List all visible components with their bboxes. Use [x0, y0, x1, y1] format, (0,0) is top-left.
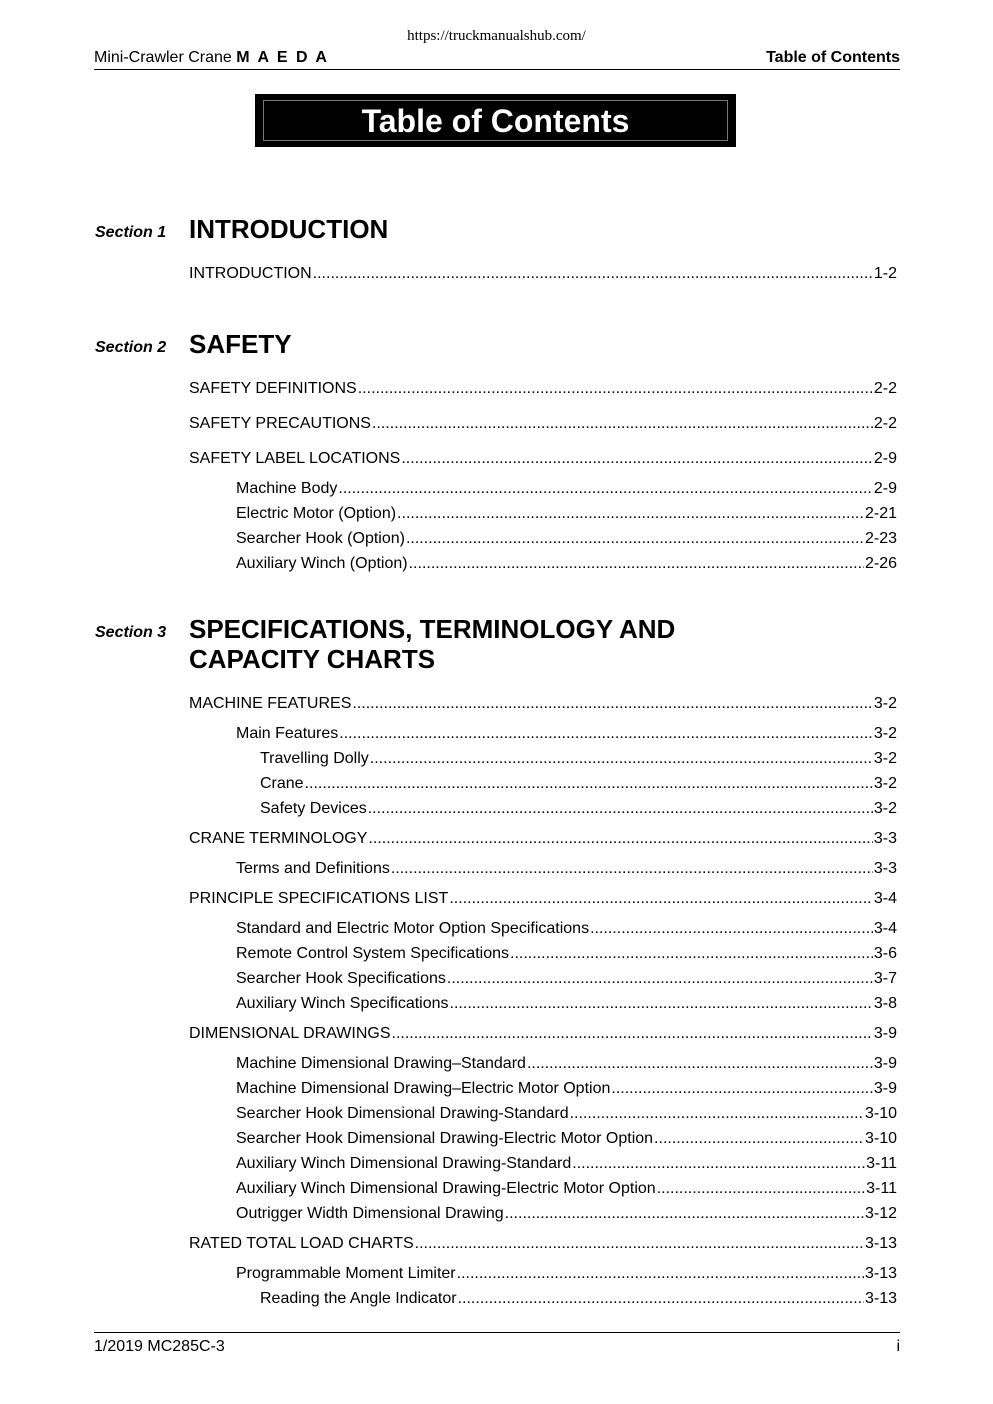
toc-entry-text: CRANE TERMINOLOGY: [189, 830, 368, 847]
toc-leader-dots: [654, 1129, 864, 1149]
toc-entry-text: Standard and Electric Motor Option Specifications: [236, 920, 590, 937]
page-title-box: [255, 94, 736, 147]
toc-entry-crane-terminology[interactable]: [189, 829, 897, 849]
toc-entry-crane[interactable]: [260, 774, 897, 794]
toc-leader-dots: [370, 749, 873, 769]
header-brand: M A E D A: [236, 49, 329, 66]
toc-entry-text: Crane: [260, 775, 304, 792]
toc-leader-dots: [570, 1104, 864, 1124]
toc-leader-dots: [406, 529, 864, 549]
toc-entry-dimensional-drawings[interactable]: [189, 1024, 897, 1044]
header-product: Mini-Crawler Crane: [94, 49, 232, 66]
toc-entry-text: Remote Control System Specifications: [236, 945, 509, 962]
toc-entry-text: DIMENSIONAL DRAWINGS: [189, 1025, 391, 1042]
toc-entry-page: 3-2: [873, 750, 897, 767]
toc-entry-travelling-dolly[interactable]: [260, 749, 897, 769]
toc-entry-page: 3-10: [864, 1105, 897, 1122]
toc-entry-main-features[interactable]: [236, 724, 897, 744]
toc-entry-searcher-hook-drawing-standard[interactable]: [236, 1104, 897, 1124]
toc-entry-page: 3-9: [873, 1080, 897, 1097]
header-section-name: Table of Contents: [766, 49, 900, 66]
toc-entry-standard-electric-motor-specifications[interactable]: [236, 919, 897, 939]
toc-leader-dots: [352, 694, 872, 714]
toc-entry-machine-drawing-standard[interactable]: [236, 1054, 897, 1074]
toc-entry-page: 3-7: [873, 970, 897, 987]
toc-leader-dots: [527, 1054, 873, 1074]
toc-entry-page: 3-13: [864, 1235, 897, 1252]
toc-entry-text: Terms and Definitions: [236, 860, 390, 877]
toc-entry-page: 2-2: [873, 380, 897, 397]
toc-entry-safety-precautions[interactable]: [189, 414, 897, 434]
toc-entry-text: SAFETY DEFINITIONS: [189, 380, 357, 397]
page-title: Table of Contents: [263, 100, 728, 141]
toc-entry-electric-motor-option[interactable]: [236, 504, 897, 524]
toc-entry-safety-devices[interactable]: [260, 799, 897, 819]
toc-entry-text: Searcher Hook (Option): [236, 530, 405, 547]
toc-entry-page: 2-9: [873, 450, 897, 467]
toc-entry-page: 3-2: [873, 775, 897, 792]
toc-entry-text: Auxiliary Winch Dimensional Drawing-Standard: [236, 1155, 572, 1172]
toc-entry-terms-and-definitions[interactable]: [236, 859, 897, 879]
toc-entry-machine-body[interactable]: [236, 479, 897, 499]
toc-entry-text: Safety Devices: [260, 800, 367, 817]
toc-entry-page: 3-13: [864, 1290, 897, 1307]
toc-entry-outrigger-width-drawing[interactable]: [236, 1204, 897, 1224]
toc-leader-dots: [397, 504, 864, 524]
toc-entry-safety-label-locations[interactable]: [189, 449, 897, 469]
toc-entry-text: INTRODUCTION: [189, 265, 312, 282]
toc-leader-dots: [338, 479, 872, 499]
toc-entry-introduction[interactable]: [189, 264, 897, 284]
toc-entry-page: 2-2: [873, 415, 897, 432]
toc-leader-dots: [358, 379, 873, 399]
toc-entry-principle-specifications-list[interactable]: [189, 889, 897, 909]
footer-doc-id: 1/2019 MC285C-3: [94, 1338, 225, 1355]
section-2-title: SAFETY: [189, 329, 292, 359]
toc-entry-page: 3-3: [873, 860, 897, 877]
toc-leader-dots: [305, 774, 873, 794]
toc-entry-page: 3-2: [873, 725, 897, 742]
toc-entry-text: Machine Dimensional Drawing–Standard: [236, 1055, 526, 1072]
toc-entry-text: Searcher Hook Specifications: [236, 970, 446, 987]
section-1-label: Section 1: [95, 224, 167, 241]
toc-entry-page: 2-26: [864, 555, 897, 572]
toc-entry-auxiliary-winch-drawing-standard[interactable]: [236, 1154, 897, 1174]
toc-entry-page: 2-23: [864, 530, 897, 547]
toc-leader-dots: [611, 1079, 873, 1099]
toc-leader-dots: [657, 1179, 865, 1199]
toc-entry-text: Programmable Moment Limiter: [236, 1265, 456, 1282]
toc-entry-text: Machine Body: [236, 480, 338, 497]
toc-entry-auxiliary-winch-option[interactable]: [236, 554, 897, 574]
toc-entry-text: Reading the Angle Indicator: [260, 1290, 457, 1307]
toc-entry-page: 3-11: [866, 1180, 897, 1197]
toc-entry-page: 3-2: [873, 695, 897, 712]
toc-entry-text: Travelling Dolly: [260, 750, 369, 767]
toc-entry-page: 3-8: [873, 995, 897, 1012]
toc-entry-page: 3-4: [873, 920, 897, 937]
toc-entry-text: Outrigger Width Dimensional Drawing: [236, 1205, 504, 1222]
toc-entry-page: 3-10: [864, 1130, 897, 1147]
toc-leader-dots: [510, 944, 873, 964]
toc-entry-text: SAFETY PRECAUTIONS: [189, 415, 371, 432]
toc-leader-dots: [401, 449, 873, 469]
toc-entry-text: Machine Dimensional Drawing–Electric Motor Option: [236, 1080, 611, 1097]
header-doc-title: [94, 49, 329, 67]
toc-entry-text: Electric Motor (Option): [236, 505, 397, 522]
toc-leader-dots: [505, 1204, 864, 1224]
toc-leader-dots: [313, 264, 873, 284]
toc-leader-dots: [372, 414, 873, 434]
toc-entry-machine-features[interactable]: [189, 694, 897, 714]
toc-leader-dots: [449, 889, 873, 909]
toc-entry-text: SAFETY LABEL LOCATIONS: [189, 450, 401, 467]
toc-leader-dots: [339, 724, 873, 744]
toc-leader-dots: [458, 1289, 864, 1309]
toc-entry-page: 3-6: [873, 945, 897, 962]
section-2-label: Section 2: [95, 339, 167, 356]
toc-entry-page: 3-9: [873, 1025, 897, 1042]
toc-leader-dots: [415, 1234, 864, 1254]
toc-entry-searcher-hook-drawing-electric-motor[interactable]: [236, 1129, 897, 1149]
toc-entry-page: 3-13: [864, 1265, 897, 1282]
footer-page-number: i: [896, 1338, 900, 1355]
toc-entry-machine-drawing-electric-motor[interactable]: [236, 1079, 897, 1099]
section-3-title-line-2: CAPACITY CHARTS: [189, 644, 436, 674]
toc-leader-dots: [368, 799, 873, 819]
toc-entry-text: Auxiliary Winch (Option): [236, 555, 408, 572]
toc-entry-reading-angle-indicator[interactable]: [260, 1289, 897, 1309]
toc-entry-page: 3-4: [873, 890, 897, 907]
toc-entry-auxiliary-winch-drawing-electric-motor[interactable]: [236, 1179, 897, 1199]
toc-entry-text: Auxiliary Winch Specifications: [236, 995, 449, 1012]
toc-leader-dots: [572, 1154, 865, 1174]
toc-entry-text: Searcher Hook Dimensional Drawing-Standard: [236, 1105, 569, 1122]
toc-entry-page: 3-3: [873, 830, 897, 847]
toc-entry-page: 1-2: [873, 265, 897, 282]
toc-entry-page: 3-9: [873, 1055, 897, 1072]
toc-entry-page: 2-9: [873, 480, 897, 497]
toc-entry-text: Main Features: [236, 725, 339, 742]
toc-entry-safety-definitions[interactable]: [189, 379, 897, 399]
toc-entry-page: 3-11: [866, 1155, 897, 1172]
toc-entry-text: MACHINE FEATURES: [189, 695, 352, 712]
toc-entry-page: 3-12: [864, 1205, 897, 1222]
toc-entry-text: PRINCIPLE SPECIFICATIONS LIST: [189, 890, 449, 907]
section-1-title: INTRODUCTION: [189, 214, 389, 244]
toc-leader-dots: [590, 919, 873, 939]
toc-entry-text: RATED TOTAL LOAD CHARTS: [189, 1235, 414, 1252]
toc-leader-dots: [409, 554, 864, 574]
toc-entry-auxiliary-winch-specifications[interactable]: [236, 994, 897, 1014]
page-header: [94, 49, 900, 70]
toc-leader-dots: [368, 829, 872, 849]
toc-leader-dots: [392, 1024, 873, 1044]
toc-leader-dots: [457, 1264, 864, 1284]
toc-entry-text: Searcher Hook Dimensional Drawing-Electric Motor Option: [236, 1130, 654, 1147]
toc-entry-rated-total-load-charts[interactable]: [189, 1234, 897, 1254]
toc-entry-page: 3-2: [873, 800, 897, 817]
source-url: https://truckmanualshub.com/: [407, 28, 586, 44]
toc-entry-searcher-hook-specifications[interactable]: [236, 969, 897, 989]
toc-entry-searcher-hook-option[interactable]: [236, 529, 897, 549]
toc-leader-dots: [391, 859, 873, 879]
toc-entry-text: Auxiliary Winch Dimensional Drawing-Electric Motor Option: [236, 1180, 656, 1197]
toc-leader-dots: [450, 994, 873, 1014]
page-footer: [94, 1332, 900, 1355]
toc-entry-remote-control-specifications[interactable]: [236, 944, 897, 964]
toc-entry-programmable-moment-limiter[interactable]: [236, 1264, 897, 1284]
section-3-label: Section 3: [95, 624, 167, 641]
toc-entry-page: 2-21: [864, 505, 897, 522]
section-3-title-line-1: SPECIFICATIONS, TERMINOLOGY AND: [189, 614, 676, 644]
toc-leader-dots: [447, 969, 873, 989]
